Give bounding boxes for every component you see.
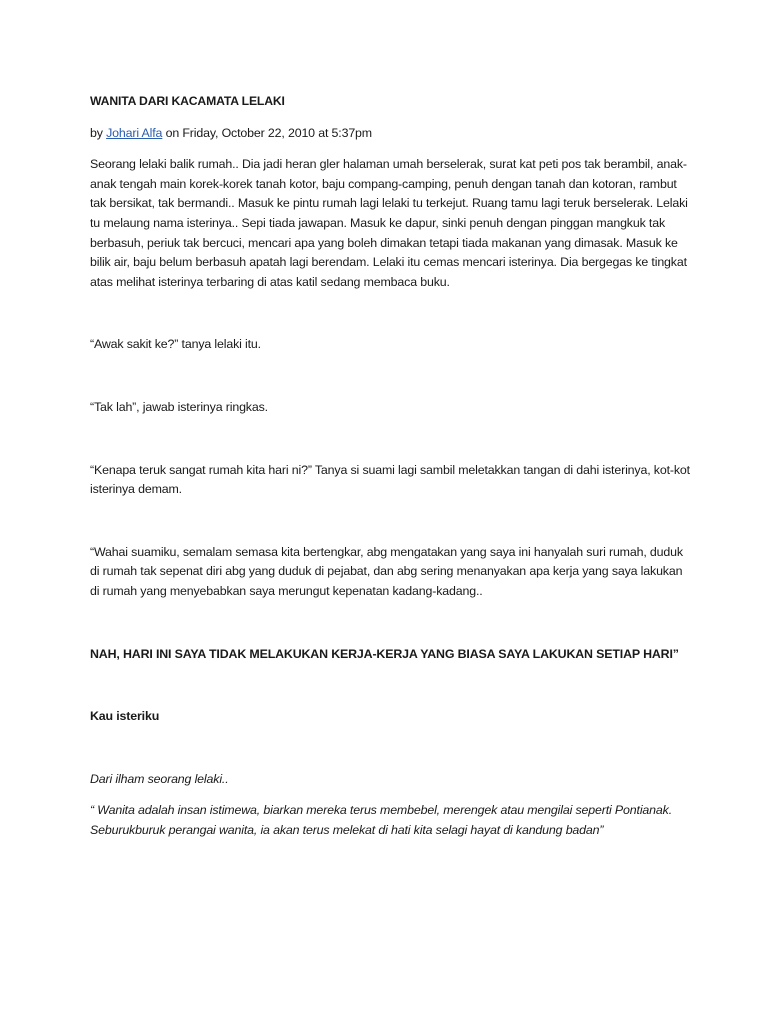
document-body [90, 92, 690, 840]
dialogue-answer-2: “Wahai suamiku, semalam semasa kita bertengkar, abg mengatakan yang saya ini hanyalah suri rumah, duduk di rumah tak sepenat diri abg yang duduk di pejabat, dan abg sering menanyakan apa kerja yang saya lakukan di rumah yang menyebabkan saya merungut kepenatan kadang-kadang.. [90, 544, 683, 598]
author-link[interactable]: Johari Alfa [106, 125, 163, 140]
italic-quote: “ Wanita adalah insan istimewa, biarkan mereka terus membebel, merengek atau mengilai seperti Pontianak. Seburukburuk perangai wanita, ia akan terus melekat di hati kita selagi hayat di kandung badan” [90, 803, 672, 837]
byline-prefix: by [90, 125, 103, 140]
dialogue-question-1: “Awak sakit ke?” tanya lelaki itu. [90, 337, 261, 352]
byline-date: on Friday, October 22, 2010 at 5:37pm [165, 125, 372, 140]
byline [90, 124, 690, 144]
document-title: WANITA DARI KACAMATA LELAKI [90, 94, 285, 108]
section-heading: Kau isteriku [90, 709, 160, 724]
dialogue-answer-1: “Tak lah”, jawab isterinya ringkas. [90, 399, 268, 414]
dialogue-question-2: “Kenapa teruk sangat rumah kita hari ni?” Tanya si suami lagi sambil meletakkan tangan di dahi isterinya, kot-kot isterinya demam. [90, 462, 690, 497]
italic-intro: Dari ilham seorang lelaki.. [90, 771, 229, 786]
intro-paragraph: Seorang lelaki balik rumah.. Dia jadi heran gler halaman umah berselerak, surat kat peti pos tak berambil, anak-anak tengah main korek-korek tanah kotor, baju compang-camping, penuh dengan tanah dan kotoran, rambut tak bersikat, tak bermandi.. Masuk ke pintu rumah lagi lelaki tu terkejut. Ruang tamu lagi teruk berselerak. Lelaki tu melaung nama isterinya.. Sepi tiada jawapan. Masuk ke dapur, sinki penuh dengan pinggan mangkuk tak berbasuh, periuk tak bercuci, mencari apa yang boleh dimakan tetapi tiada makanan yang dimasak. Masuk ke bilik air, baju belum berbasuh apatah lagi berendam. Lelaki itu cemas mencari isterinya. Dia bergegas ke tingkat atas melihat isterinya terbaring di atas katil sedang membaca buku. [90, 157, 688, 289]
emphasis-paragraph: NAH, HARI INI SAYA TIDAK MELAKUKAN KERJA-KERJA YANG BIASA SAYA LAKUKAN SETIAP HARI” [90, 646, 679, 661]
